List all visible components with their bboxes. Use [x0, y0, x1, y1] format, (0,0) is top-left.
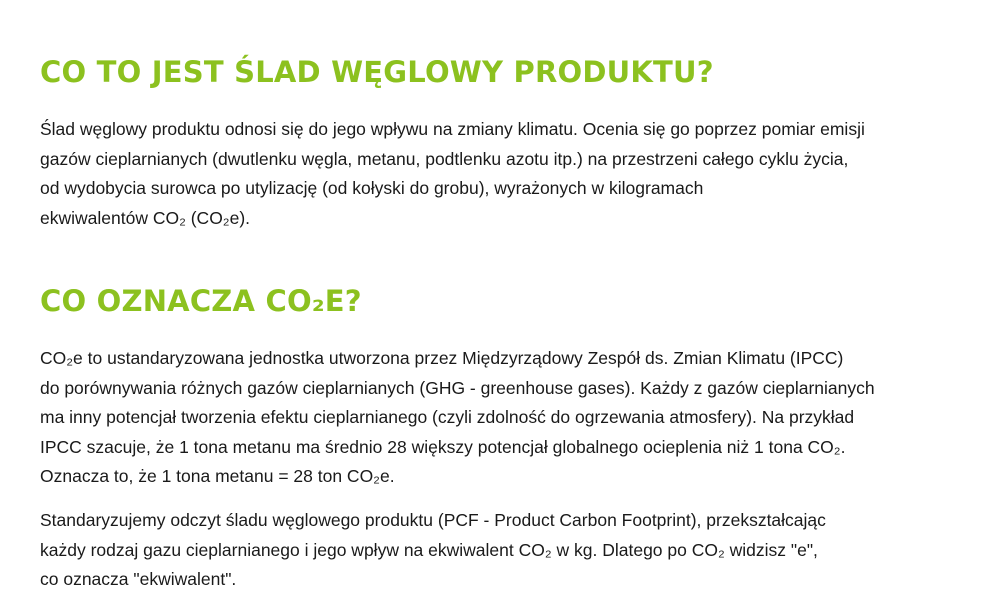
text-line: gazów cieplarnianych (dwutlenku węgla, metanu, podtlenku azotu itp.) na przestrzeni całego cyklu życia,: [40, 148, 849, 169]
text-line: CO₂e to ustandaryzowana jednostka utworzona przez Międzyrządowy Zespół ds. Zmian Klimatu (IPCC): [40, 348, 844, 368]
text-line: Standaryzujemy odczyt śladu węglowego produktu (PCF - Product Carbon Footprint), przekształcając: [40, 510, 826, 530]
text-line: każdy rodzaj gazu cieplarnianego i jego wpływ na ekwiwalent CO₂ w kg. Dlatego po CO₂ widzisz "e",: [40, 539, 818, 560]
paragraph-pcf-standardization: [40, 506, 826, 595]
text-line: IPCC szacuje, że 1 tona metanu ma średnio 28 większy potencjał globalnego ocieplenia niż 1 tona CO₂.: [40, 436, 846, 457]
text-line: Ślad węglowy produktu odnosi się do jego wpływu na zmiany klimatu. Ocenia się go poprzez pomiar emisji: [40, 119, 865, 139]
text-line: ekwiwalentów CO₂ (CO₂e).: [40, 207, 251, 228]
text-line: do porównywania różnych gazów cieplarnianych (GHG - greenhouse gases). Każdy z gazów cieplarnianych: [40, 377, 875, 398]
text-line: co oznacza "ekwiwalent".: [40, 569, 237, 589]
section-heading-co2e: CO OZNACZA CO₂E?: [40, 284, 362, 318]
text-line: od wydobycia surowca po utylizację (od kołyski do grobu), wyrażonych w kilogramach: [40, 178, 704, 198]
text-line: ma inny potencjał tworzenia efektu cieplarnianego (czyli zdolność do ogrzewania atmosfery). Na przykład: [40, 407, 855, 427]
paragraph-carbon-footprint-definition: [40, 115, 865, 233]
section-heading-carbon-footprint: CO TO JEST ŚLAD WĘGLOWY PRODUKTU?: [40, 55, 714, 89]
text-line: Oznacza to, że 1 tona metanu = 28 ton CO₂e.: [40, 466, 395, 486]
paragraph-co2e-definition: [40, 344, 875, 492]
